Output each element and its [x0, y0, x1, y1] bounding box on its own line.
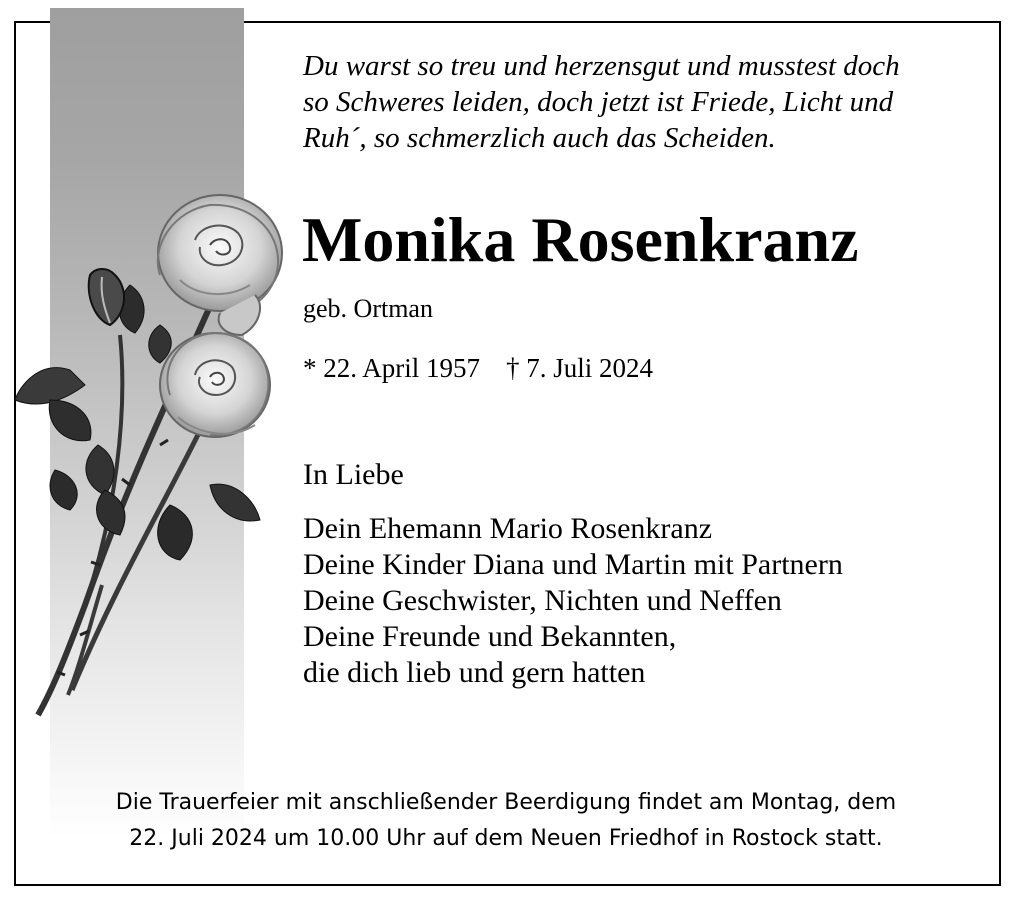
birth-date: * 22. April 1957 [303, 353, 481, 383]
funeral-notice [0, 785, 1012, 857]
in-love-intro: In Liebe [303, 458, 404, 491]
mourners-list [303, 511, 843, 691]
funeral-line: 22. Juli 2024 um 10.00 Uhr auf dem Neuen Friedhof in Rostock statt. [129, 826, 883, 851]
funeral-line: Die Trauerfeier mit anschließender Beerdigung findet am Montag, dem [115, 790, 897, 815]
poem-line: Ruh´, so schmerzlich auch das Scheiden. [303, 122, 776, 154]
poem-line: Du warst so treu und herzensgut und musstest doch [303, 50, 900, 82]
roses-icon [10, 185, 300, 725]
maiden-name: geb. Ortman [303, 294, 433, 323]
mourner-line: die dich lieb und gern hatten [303, 656, 646, 689]
death-date: † 7. Juli 2024 [506, 353, 654, 383]
mourner-line: Deine Geschwister, Nichten und Neffen [303, 584, 782, 617]
mourner-line: Dein Ehemann Mario Rosenkranz [303, 512, 713, 545]
mourner-line: Deine Kinder Diana und Martin mit Partnern [303, 548, 843, 581]
life-dates [303, 351, 653, 385]
deceased-name: Monika Rosenkranz [302, 204, 859, 275]
memorial-poem [303, 48, 983, 156]
poem-line: so Schweres leiden, doch jetzt ist Friede, Licht und [303, 86, 894, 118]
mourner-line: Deine Freunde und Bekannten, [303, 620, 677, 653]
